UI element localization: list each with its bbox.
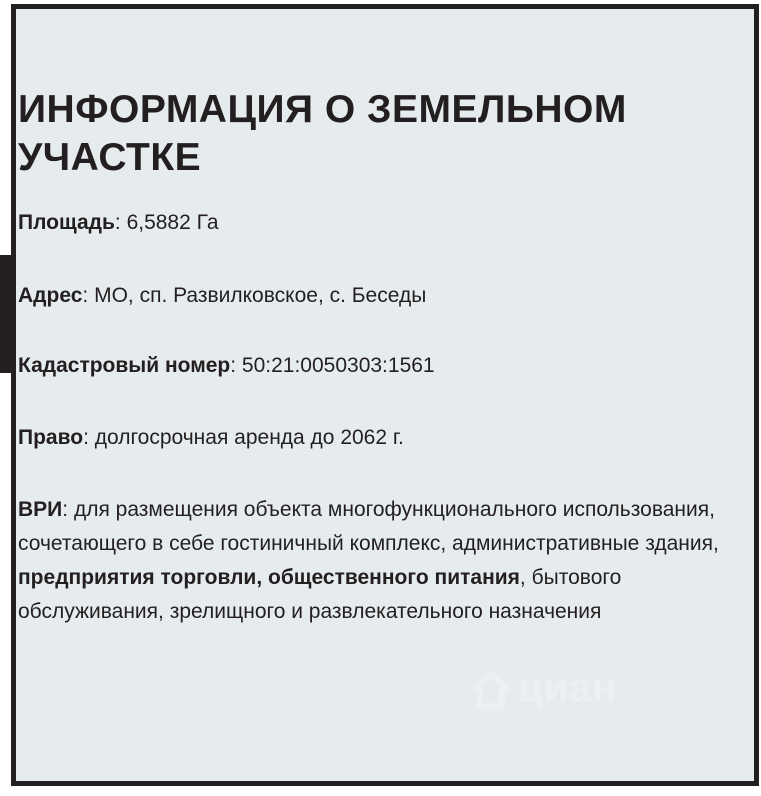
page-title — [18, 86, 718, 182]
cadastral-row — [18, 349, 723, 383]
watermark-text: циан — [518, 666, 618, 710]
right-label: Право — [18, 426, 84, 449]
cadastral-label: Кадастровый номер — [18, 354, 231, 377]
vri-separator: : — [62, 498, 74, 521]
cadastral-separator: : — [230, 354, 242, 377]
vri-text-part-1: для размещения объекта многофункционального использования, сочетающего в себе гостиничный комплекс, административные здания, — [18, 498, 719, 555]
right-value: долгосрочная аренда до 2062 г. — [94, 426, 404, 449]
right-separator: : — [83, 426, 95, 449]
vri-bold-text: предприятия торговли, общественного питания — [18, 566, 520, 589]
right-row — [18, 421, 723, 455]
area-value: 6,5882 Га — [126, 211, 219, 234]
address-label: Адрес — [18, 284, 83, 307]
address-row — [18, 279, 723, 313]
area-label: Площадь — [18, 211, 115, 234]
address-separator: : — [82, 284, 95, 307]
area-separator: : — [114, 211, 127, 234]
address-value: МО, сп. Развилковское, с. Беседы — [94, 284, 427, 307]
cadastral-value: 50:21:0050303:1561 — [241, 354, 435, 377]
title-line-1: ИНФОРМАЦИЯ О ЗЕМЕЛЬНОМ — [18, 88, 627, 131]
vri-text-part-2: , бытового обслуживания, зрелищного и развлекательного назначения — [18, 566, 622, 623]
vri-row — [18, 493, 723, 629]
title-line-2: УЧАСТКЕ — [18, 136, 202, 179]
left-edge-tab — [0, 255, 11, 373]
area-row — [18, 206, 723, 240]
vri-label: ВРИ — [18, 498, 63, 521]
